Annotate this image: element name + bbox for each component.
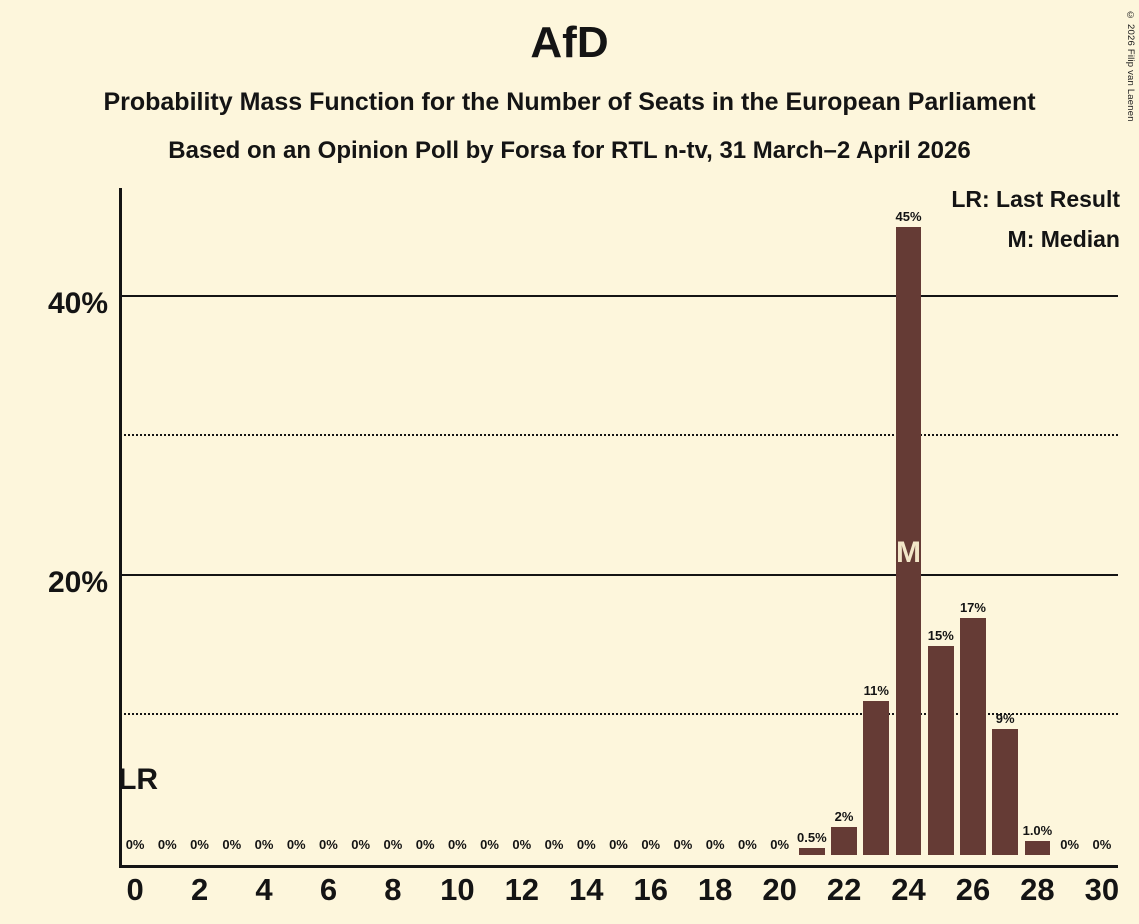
bar-value-label: 2% (834, 809, 854, 825)
x-axis-tick-label: 6 (319, 872, 338, 907)
bar-value-label: 0% (190, 837, 209, 852)
bar-value-label: 0% (125, 837, 145, 852)
gridline-30 (119, 434, 1118, 436)
x-axis-tick-label: 0 (126, 872, 144, 907)
x-axis-tick-label: 2 (190, 872, 209, 907)
x-axis-tick-label: 10 (440, 872, 475, 907)
x-axis-tick-label: 22 (826, 872, 862, 907)
x-axis-tick-label: 30 (1084, 872, 1120, 907)
y-axis-tick-label: 40% (47, 286, 108, 320)
bar (992, 729, 1018, 855)
bar-value-label: 15% (927, 627, 954, 643)
x-axis-tick-label: 24 (891, 872, 926, 907)
bar-value-label: 0% (512, 837, 532, 852)
bar-value-label: 0% (770, 837, 790, 852)
x-axis-tick-label: 14 (569, 872, 604, 907)
bar-value-label: 0.5% (797, 830, 827, 846)
bar (960, 618, 986, 855)
bar-value-label: 0% (222, 837, 242, 852)
bar-value-label: 0% (383, 837, 403, 852)
x-axis (119, 865, 1118, 868)
bar-value-label: 0% (544, 837, 564, 852)
bar-value-label: 9% (995, 711, 1015, 727)
bar (1025, 841, 1051, 855)
bar-value-label: 1.0% (1022, 823, 1053, 839)
x-axis-tick-label: 18 (697, 872, 733, 907)
chart-subtitle: Probability Mass Function for the Number of Seats in the European Parliament (103, 88, 1036, 116)
bar-value-label: 0% (641, 837, 661, 852)
chart-source-subtitle: Based on an Opinion Poll by Forsa for RTL n-tv, 31 March–2 April 2026 (168, 137, 971, 164)
bar-value-label: 0% (705, 837, 725, 852)
x-axis-tick-label: 16 (633, 872, 668, 907)
bar (799, 848, 825, 855)
plot-area (119, 188, 1118, 855)
bar-value-label: 0% (351, 837, 371, 852)
gridline-20 (119, 574, 1118, 576)
median-marker: M (896, 535, 922, 569)
x-axis-tick-label: 4 (255, 872, 273, 907)
copyright-notice: © 2026 Filip van Laenen (1125, 10, 1136, 122)
bar-value-label: 0% (1060, 837, 1080, 852)
legend-last-result: LR: Last Result (951, 186, 1120, 212)
bar-value-label: 0% (737, 837, 757, 852)
bar-value-label: 0% (1092, 837, 1112, 852)
bar-value-label: 0% (415, 837, 435, 852)
x-axis-tick-label: 26 (955, 872, 991, 907)
bar-value-label: 0% (319, 837, 338, 852)
bar-value-label: 0% (480, 837, 499, 852)
bar (831, 827, 857, 855)
bar-value-label: 0% (673, 837, 693, 852)
x-axis-tick-label: 28 (1020, 872, 1055, 907)
bar (928, 646, 954, 855)
x-axis-tick-label: 20 (762, 872, 797, 907)
legend-median: M: Median (1007, 226, 1120, 252)
page-title: AfD (530, 18, 609, 67)
x-axis-tick-label: 12 (504, 872, 540, 907)
bar-value-label: 0% (157, 837, 177, 852)
bar-value-label: 0% (576, 837, 596, 852)
last-result-marker: LR (118, 762, 159, 796)
y-axis-tick-label: 20% (47, 565, 108, 599)
bar-value-label: 45% (895, 208, 922, 224)
bar-value-label: 0% (609, 837, 628, 852)
bar-value-label: 0% (254, 837, 274, 852)
x-axis-tick-label: 8 (384, 872, 402, 907)
bar-value-label: 0% (447, 837, 467, 852)
bar-value-label: 11% (863, 683, 889, 699)
gridline-40 (119, 295, 1118, 297)
bar-value-label: 17% (959, 599, 986, 615)
bar-value-label: 0% (286, 837, 306, 852)
bar (863, 701, 889, 855)
